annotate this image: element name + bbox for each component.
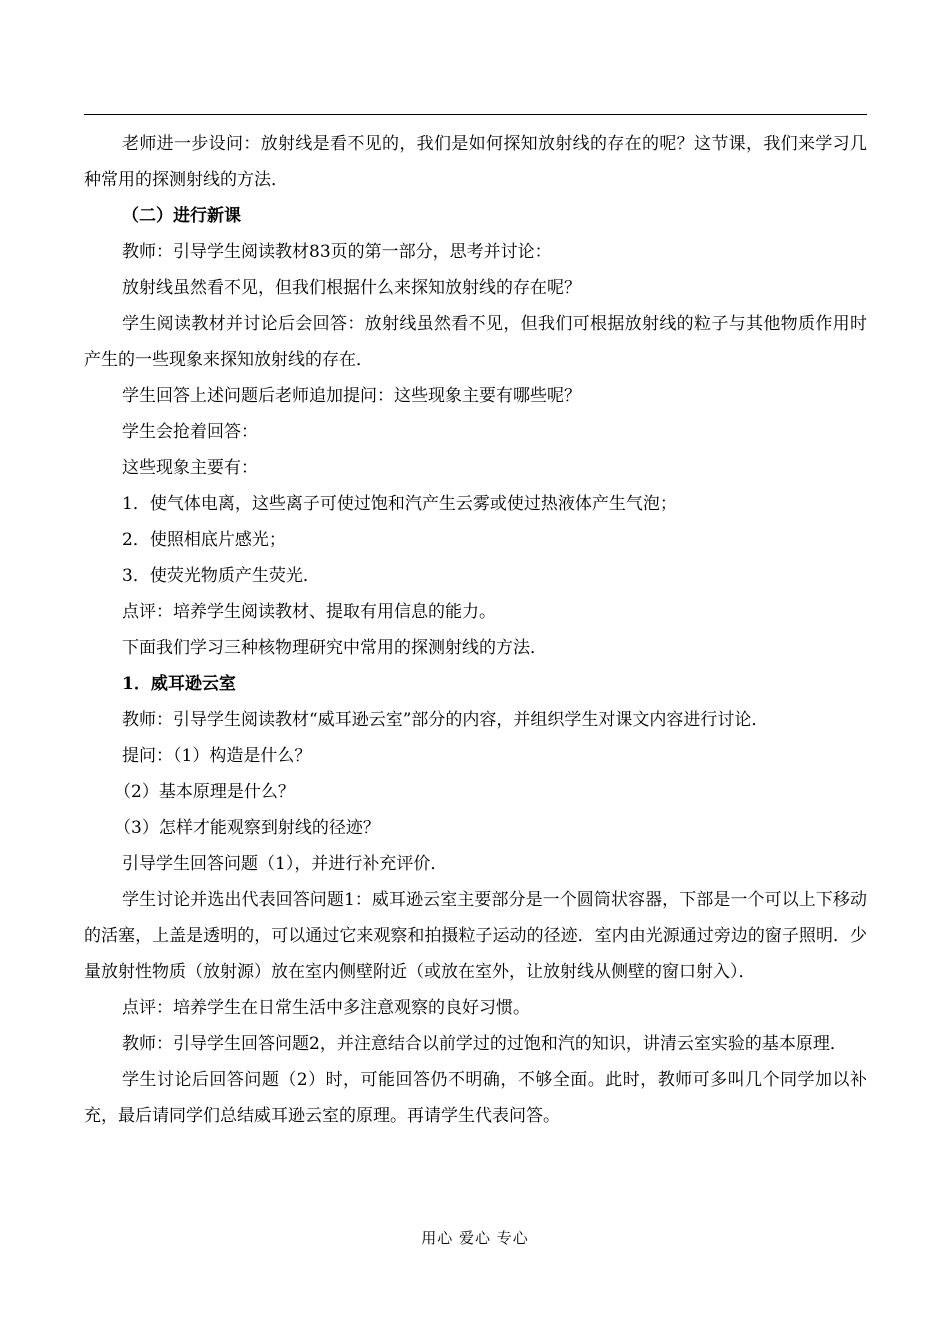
paragraph: 教师：引导学生阅读教材“威耳逊云室”部分的内容，并组织学生对课文内容进行讨论．	[122, 710, 769, 730]
paragraph: 引导学生回答问题（1），并进行补充评价．	[122, 854, 448, 874]
paragraph: 老师进一步设问：放射线是看不见的，我们是如何探知放射线的存在的呢？这节课，我们来学习几种常用的探测射线的方法．	[84, 134, 867, 190]
paragraph: 学生讨论后回答问题（2）时，可能回答仍不明确，不够全面。此时，教师可多叫几个同学加以补充，最后请同学们总结威耳逊云室的原理。再请学生代表问答。	[84, 1070, 867, 1126]
list-item: 1．使气体电离，这些离子可使过饱和汽产生云雾或使过热液体产生气泡；	[122, 494, 677, 514]
question-item: （3）怎样才能观察到射线的径迹？	[114, 818, 380, 838]
page-footer: 用心 爱心 专心	[421, 1229, 529, 1247]
paragraph: 点评：培养学生阅读教材、提取有用信息的能力。	[122, 602, 496, 622]
document-body	[84, 126, 867, 1134]
paragraph: 点评：培养学生在日常生活中多注意观察的良好习惯。	[122, 998, 530, 1018]
paragraph: 学生阅读教材并讨论后会回答：放射线虽然看不见，但我们可根据放射线的粒子与其他物质作用时产生的一些现象来探知放射线的存在．	[84, 314, 867, 370]
paragraph: 下面我们学习三种核物理研究中常用的探测射线的方法．	[122, 638, 547, 658]
paragraph: 学生回答上述问题后老师追加提问：这些现象主要有哪些呢？	[122, 386, 581, 406]
paragraph: 学生讨论并选出代表回答问题1：威耳逊云室主要部分是一个圆筒状容器，下部是一个可以上下移动的活塞，上盖是透明的，可以通过它来观察和拍摄粒子运动的径迹．室内由光源通过旁边的窗子照明．少量放射性物质（放射源）放在室内侧壁附近（或放在室外，让放射线从侧壁的窗口射入）．	[84, 890, 867, 982]
header-rule	[84, 114, 867, 115]
question-item: （2）基本原理是什么？	[114, 782, 295, 802]
list-item: 2．使照相底片感光；	[122, 530, 286, 550]
paragraph: 教师：引导学生阅读教材83页的第一部分，思考并讨论：	[122, 242, 552, 262]
section-heading: 1．威耳逊云室	[122, 674, 236, 694]
paragraph: 教师：引导学生回答问题2，并注意结合以前学过的过饱和汽的知识，讲清云室实验的基本原理．	[122, 1034, 847, 1054]
paragraph: 学生会抢着回答：	[122, 422, 258, 442]
paragraph: 这些现象主要有：	[122, 458, 258, 478]
question-item: 提问：（1）构造是什么？	[122, 746, 312, 766]
section-heading: （二）进行新课	[122, 206, 241, 226]
paragraph: 放射线虽然看不见，但我们根据什么来探知放射线的存在呢？	[122, 278, 581, 298]
list-item: 3．使荧光物质产生荧光．	[122, 566, 320, 586]
